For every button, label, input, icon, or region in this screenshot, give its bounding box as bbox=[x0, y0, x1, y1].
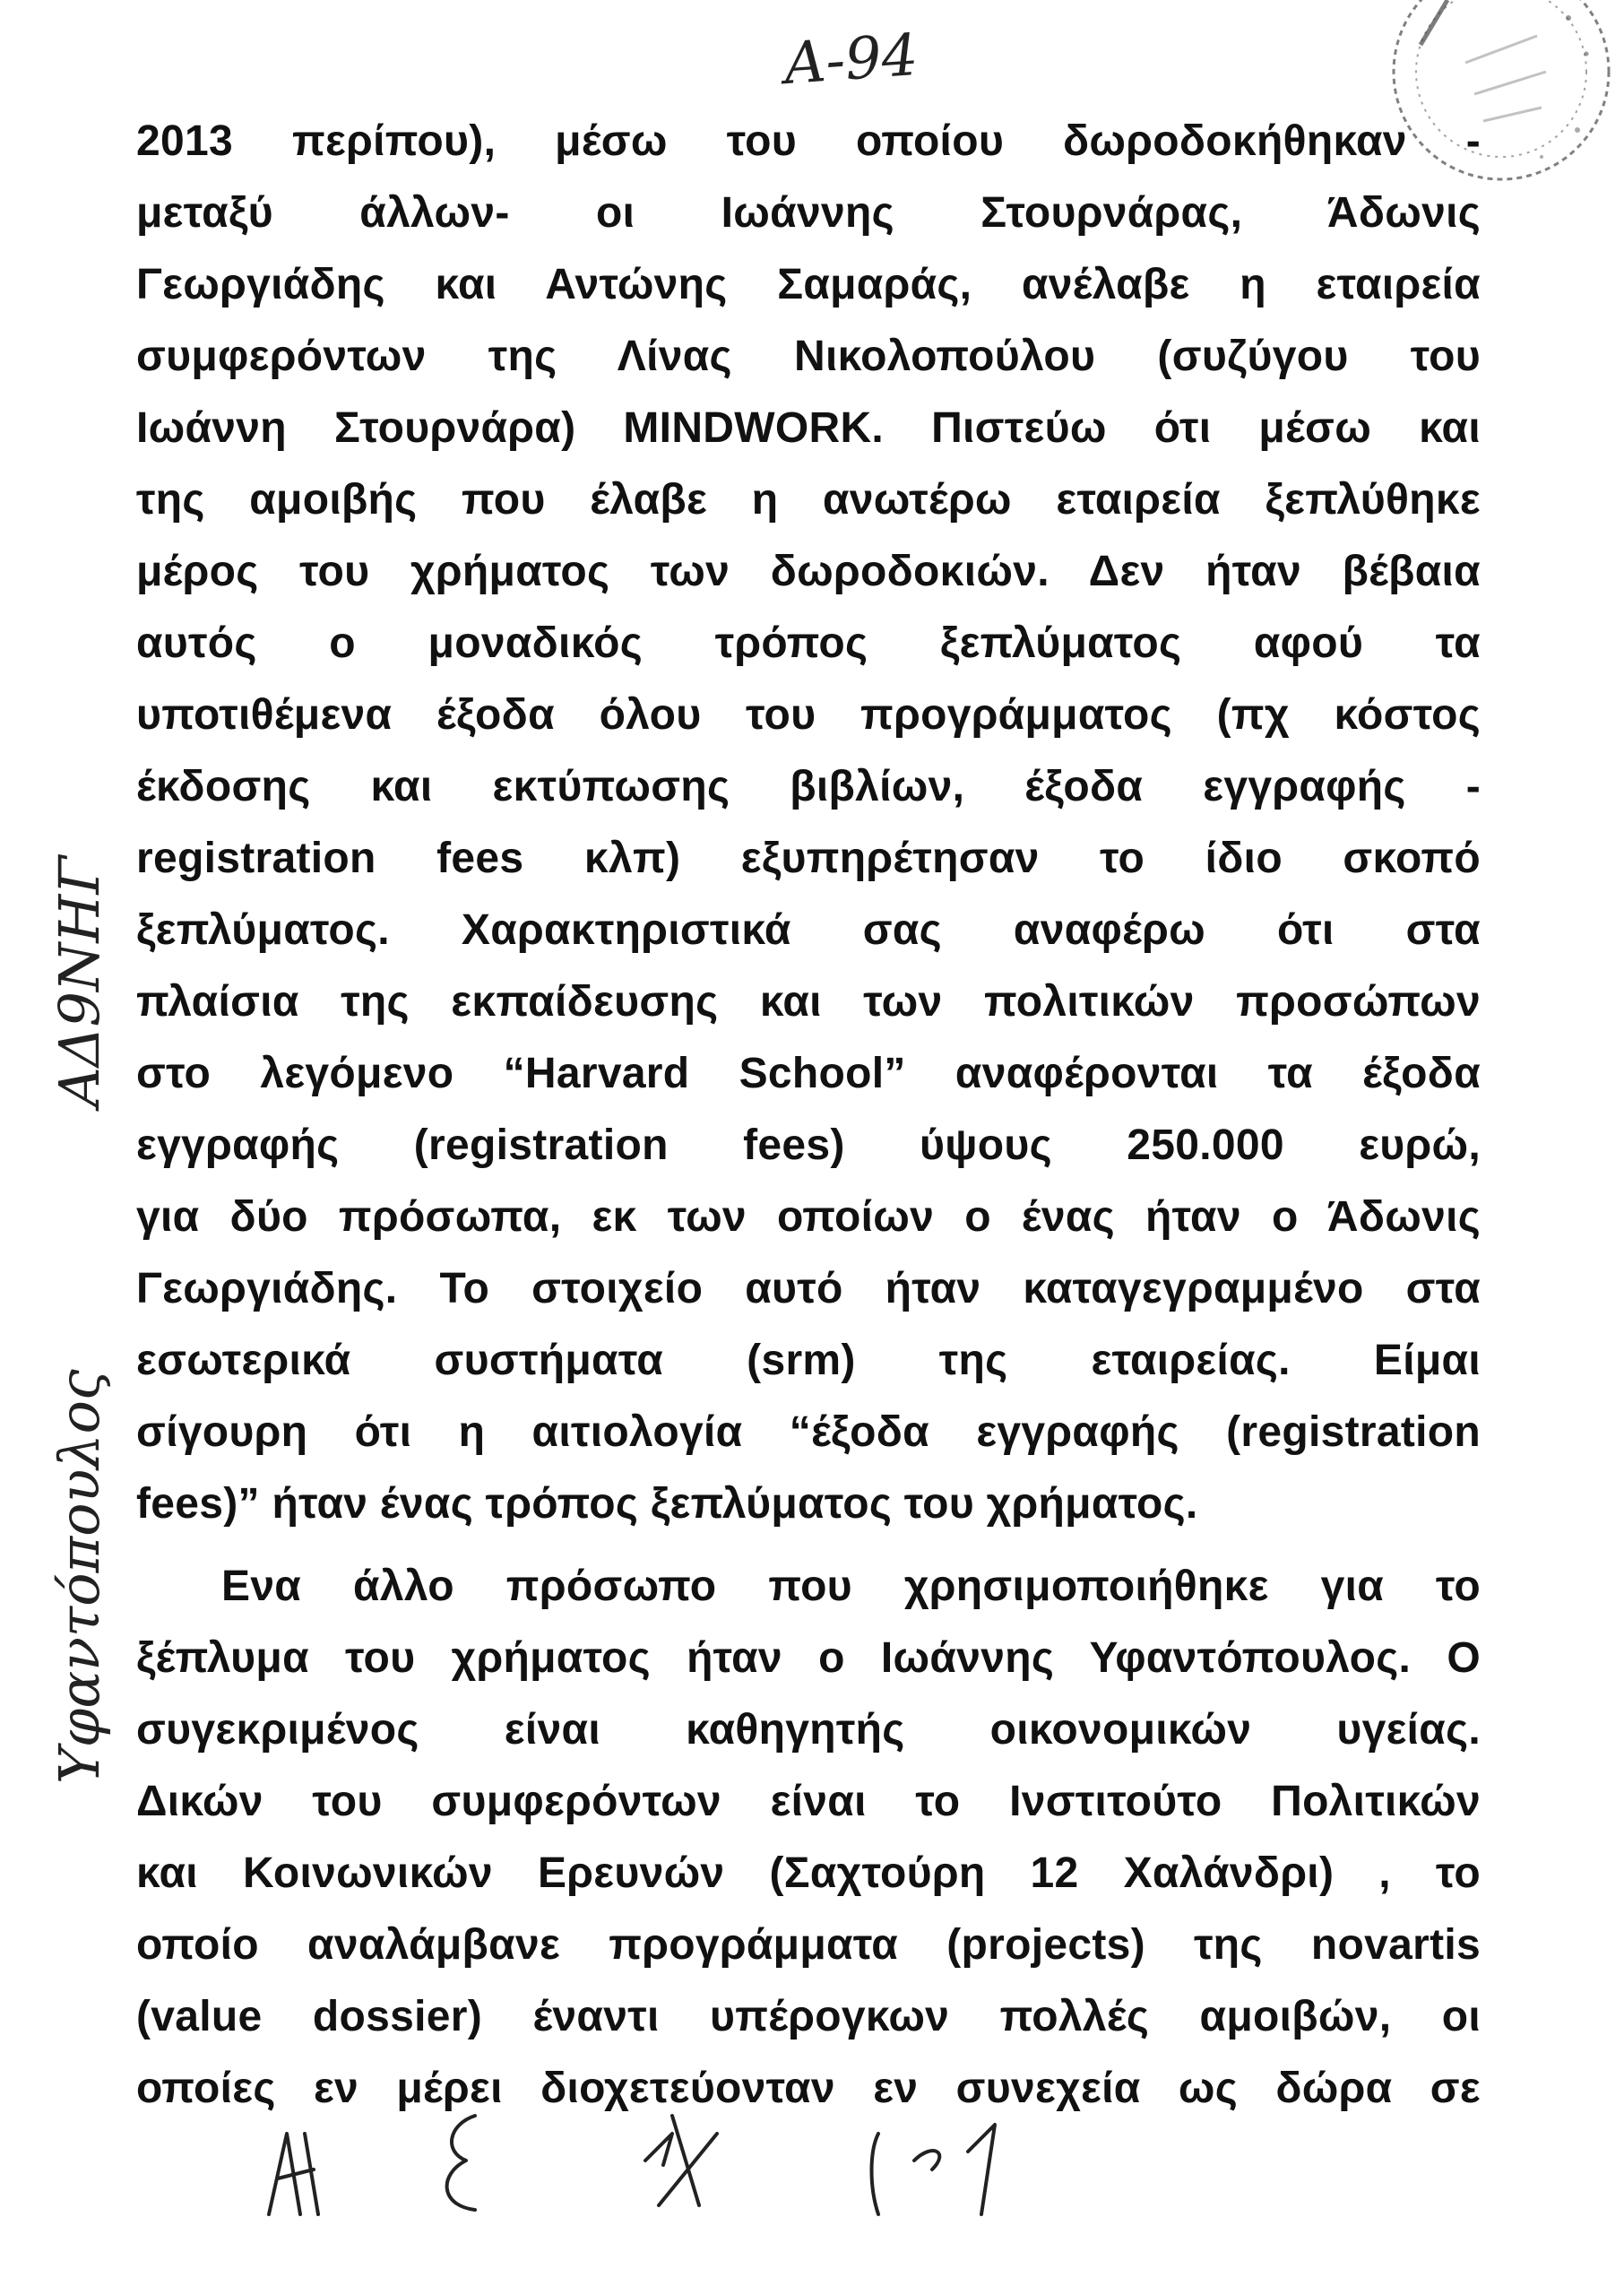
body-text bbox=[136, 106, 1481, 2125]
text-line: για δύο πρόσωπα, εκ των οποίων ο ένας ήταν ο Άδωνις bbox=[136, 1193, 1481, 1241]
margin-handwritten-note-bottom: Υφαντόπουλος bbox=[47, 1369, 112, 1784]
initials-mark bbox=[269, 2116, 995, 2214]
text-line: ξέπλυμα του χρήματος ήταν ο Ιωάννης Υφαντόπουλος. Ο bbox=[136, 1634, 1481, 1682]
text-line: συγεκριμένος είναι καθηγητής οικονομικών υγείας. bbox=[136, 1706, 1481, 1754]
text-line: Γεωργιάδης και Αντώνης Σαμαράς, ανέλαβε η εταιρεία bbox=[136, 261, 1481, 308]
text-line: μεταξύ άλλων- οι Ιωάννης Στουρνάρας, Άδωνις bbox=[136, 189, 1481, 237]
text-line: Ιωάννη Στουρνάρα) MINDWORK. Πιστεύω ότι μέσω και bbox=[136, 404, 1481, 452]
text-line: registration fees κλπ) εξυπηρέτησαν το ίδιο σκοπό bbox=[136, 835, 1481, 882]
text-line: εγγραφής (registration fees) ύψους 250.000 ευρώ, bbox=[136, 1122, 1481, 1169]
text-line: στο λεγόμενο “Harvard School” αναφέρονται τα έξοδα bbox=[136, 1050, 1481, 1097]
text-line: οποίο αναλάμβανε προγράμματα (projects) της novartis bbox=[136, 1921, 1481, 1969]
text-line: συμφερόντων της Λίνας Νικολοπούλου (συζύγου του bbox=[136, 333, 1481, 380]
text-line: της αμοιβής που έλαβε η ανωτέρω εταιρεία ξεπλύθηκε bbox=[136, 476, 1481, 524]
text-line: μέρος του χρήματος των δωροδοκιών. Δεν ήταν βέβαια bbox=[136, 548, 1481, 595]
text-line: εσωτερικά συστήματα (srm) της εταιρείας. Είμαι bbox=[136, 1337, 1481, 1384]
page-number: Α-94 bbox=[782, 22, 920, 99]
text-line: Ενα άλλο πρόσωπο που χρησιμοποιήθηκε για το bbox=[221, 1563, 1481, 1610]
text-line: fees)” ήταν ένας τρόπος ξεπλύματος του χρήματος. bbox=[136, 1480, 1198, 1528]
text-line: αυτός ο μοναδικός τρόπος ξεπλύματος αφού τα bbox=[136, 619, 1481, 667]
text-line: Γεωργιάδης. Το στοιχείο αυτό ήταν καταγεγραμμένο στα bbox=[136, 1265, 1481, 1312]
text-line: 2013 περίπου), μέσω του οποίου δωροδοκήθηκαν - bbox=[136, 117, 1481, 165]
text-line: Δικών του συμφερόντων είναι το Ινστιτούτο Πολιτικών bbox=[136, 1778, 1481, 1825]
margin-handwritten-note-top: ΑΔ9ΝΗΓ bbox=[47, 855, 112, 1107]
text-line: υποτιθέμενα έξοδα όλου του προγράμματος (πχ κόστος bbox=[136, 691, 1481, 739]
text-line: σίγουρη ότι η αιτιολογία “έξοδα εγγραφής (registration bbox=[136, 1408, 1481, 1456]
text-line: και Κοινωνικών Ερευνών (Σαχτούρη 12 Χαλάνδρι) , το bbox=[136, 1849, 1481, 1897]
handwritten-initials bbox=[251, 2098, 1147, 2232]
text-line: πλαίσια της εκπαίδευσης και των πολιτικών προσώπων bbox=[136, 978, 1481, 1026]
text-line: έκδοσης και εκτύπωσης βιβλίων, έξοδα εγγραφής - bbox=[136, 763, 1481, 810]
text-line: ξεπλύματος. Χαρακτηριστικά σας αναφέρω ότι στα bbox=[136, 906, 1481, 954]
text-line: οποίες εν μέρει διοχετεύονταν εν συνεχεία ως δώρα σε bbox=[136, 2065, 1481, 2112]
text-line: (value dossier) έναντι υπέρογκων πολλές αμοιβών, οι bbox=[136, 1993, 1481, 2040]
